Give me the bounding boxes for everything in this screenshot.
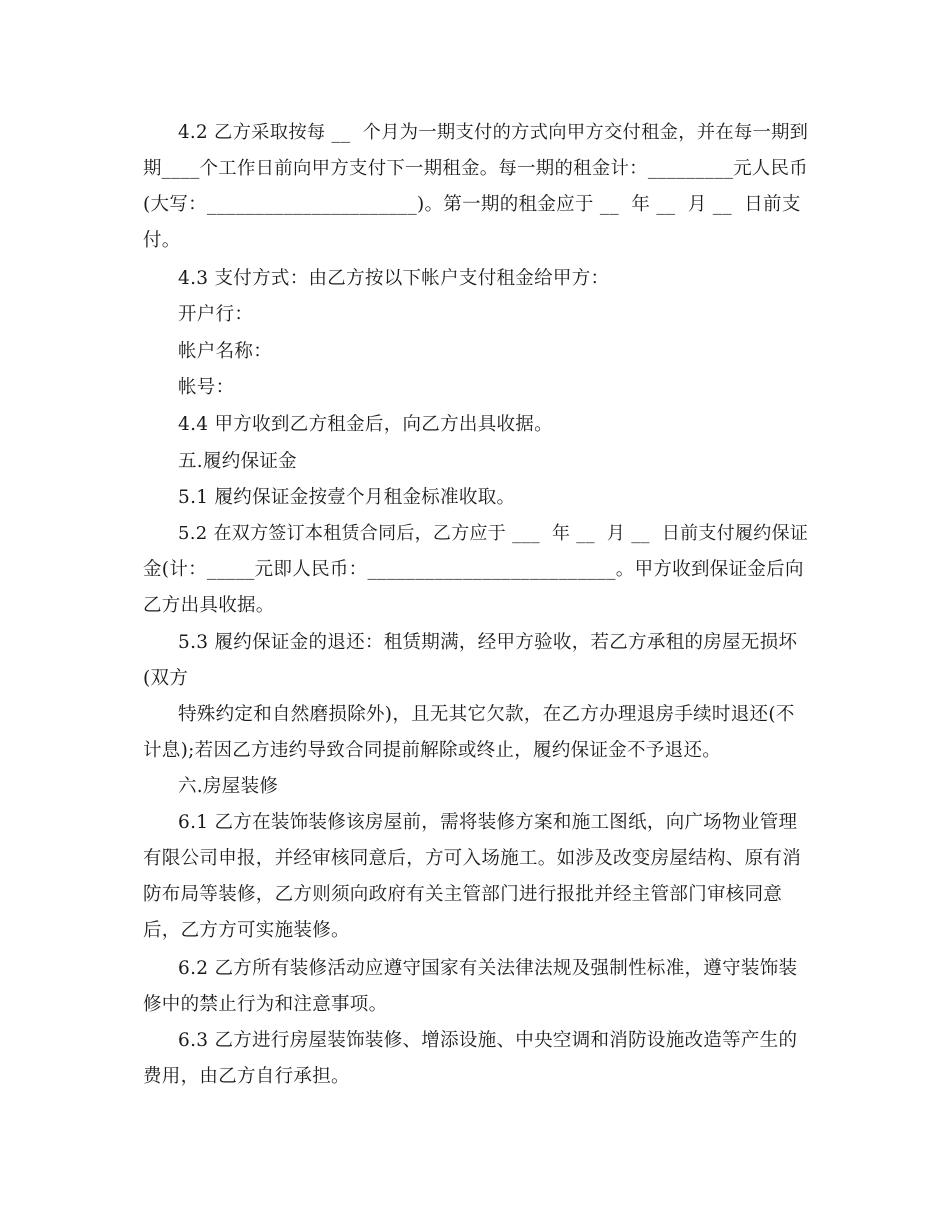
paragraph-4-3: 4.3 支付方式：由乙方按以下帐户支付租金给甲方： [178, 268, 610, 289]
paragraph-6-1-line-2: 有限公司申报，并经审核同意后，方可入场施工。如涉及改变房屋结构、原有消 [143, 848, 802, 869]
paragraph-6-1-line-1: 6.1 乙方在装饰装修该房屋前，需将装修方案和施工图纸，向广场物业管理 [178, 812, 798, 833]
section-5-heading: 五.履约保证金 [178, 451, 297, 472]
paragraph-6-3-line-1: 6.3 乙方进行房屋装饰装修、增添设施、中央空调和消防设施改造等产生的 [178, 1030, 798, 1051]
section-6-heading: 六.房屋装修 [178, 776, 279, 797]
paragraph-5-2-line-3: 乙方出具收据。 [143, 595, 275, 616]
paragraph-6-2-line-2: 修中的禁止行为和注意事项。 [143, 994, 388, 1015]
paragraph-5-3-line-3: 特殊约定和自然磨损除外)，且无其它欠款，在乙方办理退房手续时退还(不 [178, 704, 795, 725]
paragraph-6-3-line-2: 费用，由乙方自行承担。 [143, 1066, 350, 1087]
paragraph-6-2-line-1: 6.2 乙方所有装修活动应遵守国家有关法律法规及强制性标准，遵守装饰装 [178, 958, 798, 979]
paragraph-4-2-line-3: (大写：______________________)。第一期的租金应于 __ 年 __ 月 __ 日前支 [143, 194, 801, 215]
account-name-label: 帐户名称： [178, 341, 273, 362]
account-number-label: 帐号： [178, 377, 235, 398]
paragraph-4-2-line-4: 付。 [143, 230, 181, 251]
paragraph-6-1-line-4: 后，乙方方可实施装修。 [143, 920, 350, 941]
paragraph-5-2-line-2: 金(计：_____元即人民币：__________________________。甲方收到保证金后向 [143, 559, 804, 580]
paragraph-4-4: 4.4 甲方收到乙方租金后，向乙方出具收据。 [178, 414, 553, 435]
paragraph-5-3-line-2: (双方 [143, 668, 189, 689]
paragraph-4-2-line-1: 4.2 乙方采取按每 __ 个月为一期支付的方式向甲方交付租金，并在每一期到 [178, 122, 809, 143]
paragraph-5-3-line-1: 5.3 履约保证金的退还：租赁期满，经甲方验收，若乙方承租的房屋无损坏 [178, 632, 798, 653]
bank-name-label: 开户行： [178, 304, 254, 325]
paragraph-6-1-line-3: 防布局等装修，乙方则须向政府有关主管部门进行报批并经主管部门审核同意 [143, 884, 783, 905]
paragraph-4-2-line-2: 期____个工作日前向甲方支付下一期租金。每一期的租金计：_________元人民币 [143, 158, 808, 179]
paragraph-5-3-line-4: 计息);若因乙方违约导致合同提前解除或终止，履约保证金不予退还。 [143, 740, 722, 761]
paragraph-5-1: 5.1 履约保证金按壹个月租金标准收取。 [178, 487, 516, 508]
paragraph-5-2-line-1: 5.2 在双方签订本租赁合同后，乙方应于 ___ 年 __ 月 __ 日前支付履约保证 [178, 523, 809, 544]
